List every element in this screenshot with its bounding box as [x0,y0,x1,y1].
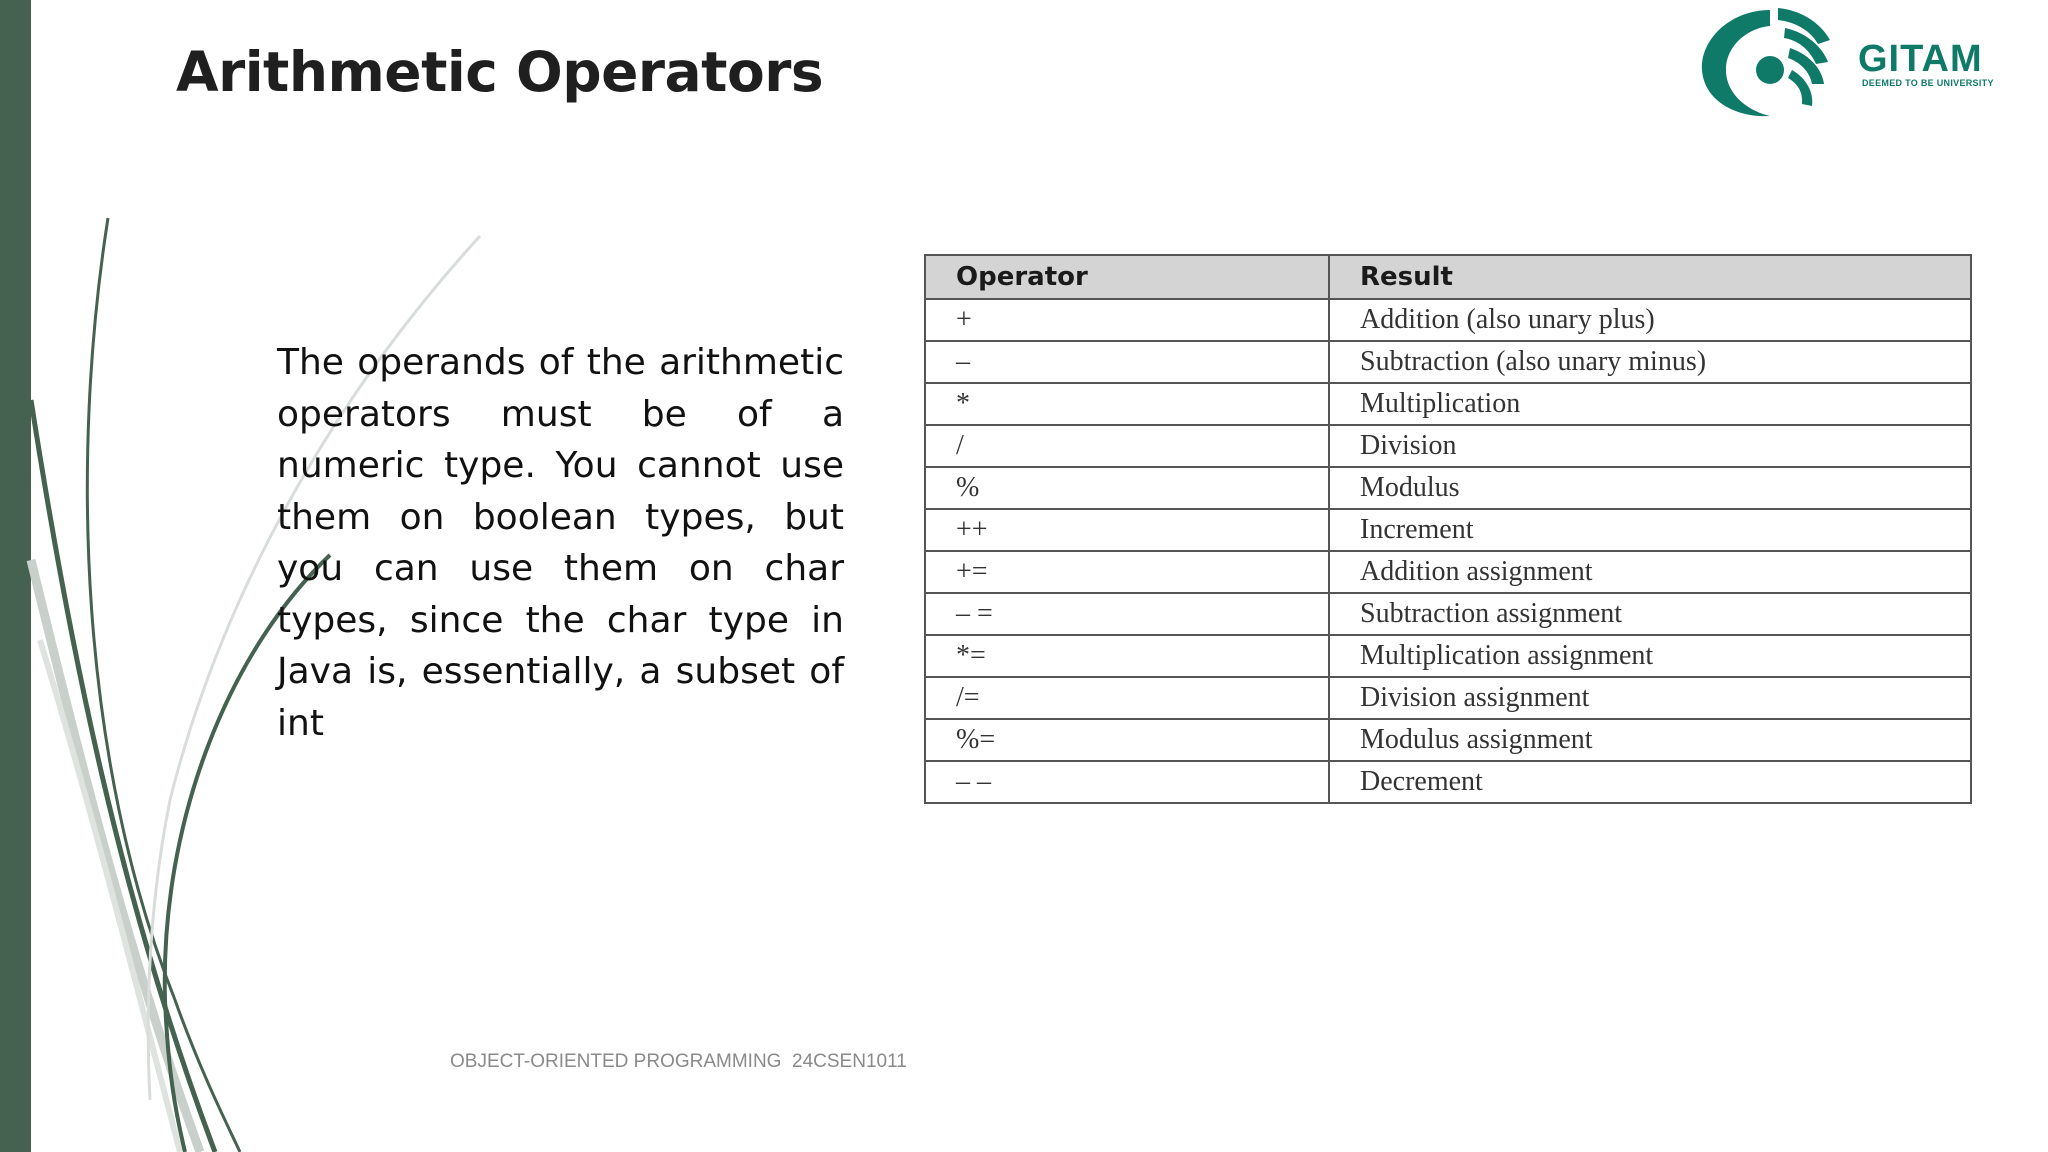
operator-cell: /= [925,677,1329,719]
column-header-result: Result [1329,255,1971,299]
result-cell: Multiplication assignment [1329,635,1971,677]
table-row [925,299,1971,341]
table-row [925,509,1971,551]
table-row [925,551,1971,593]
result-cell: Modulus [1329,467,1971,509]
table-row [925,677,1971,719]
table-row [925,593,1971,635]
table-header-row [925,255,1971,299]
result-cell: Modulus assignment [1329,719,1971,761]
operator-cell: += [925,551,1329,593]
gitam-emblem-icon [1690,0,1850,125]
operator-cell: – [925,341,1329,383]
result-cell: Decrement [1329,761,1971,803]
table-row [925,383,1971,425]
table-row [925,341,1971,383]
operators-table [924,254,1972,804]
gitam-logo [1690,0,2048,125]
table-row [925,761,1971,803]
table-row [925,719,1971,761]
column-header-operator: Operator [925,255,1329,299]
result-cell: Subtraction (also unary minus) [1329,341,1971,383]
slide-title: Arithmetic Operators [176,40,824,104]
operator-cell: – = [925,593,1329,635]
operator-cell: %= [925,719,1329,761]
operator-cell: + [925,299,1329,341]
result-cell: Division assignment [1329,677,1971,719]
result-cell: Division [1329,425,1971,467]
result-cell: Addition (also unary plus) [1329,299,1971,341]
table-row [925,635,1971,677]
operator-cell: *= [925,635,1329,677]
result-cell: Addition assignment [1329,551,1971,593]
result-cell: Multiplication [1329,383,1971,425]
slide-body-text: The operands of the arithmetic operators must be of a numeric type. You cannot use them on boolean types, but you can use them on char types, since the char type in Java is, essentially, a subset of int [277,342,844,744]
operator-cell: ++ [925,509,1329,551]
table-row [925,425,1971,467]
logo-tagline: DEEMED TO BE UNIVERSITY [1862,78,1994,88]
operator-cell: % [925,467,1329,509]
slide-footer: OBJECT-ORIENTED PROGRAMMING 24CSEN1011 [450,1051,907,1072]
left-accent-bar [0,0,31,1152]
result-cell: Subtraction assignment [1329,593,1971,635]
result-cell: Increment [1329,509,1971,551]
operator-cell: / [925,425,1329,467]
table-row [925,467,1971,509]
operator-cell: – – [925,761,1329,803]
operator-cell: * [925,383,1329,425]
logo-wordmark: GITAM [1858,38,1983,80]
